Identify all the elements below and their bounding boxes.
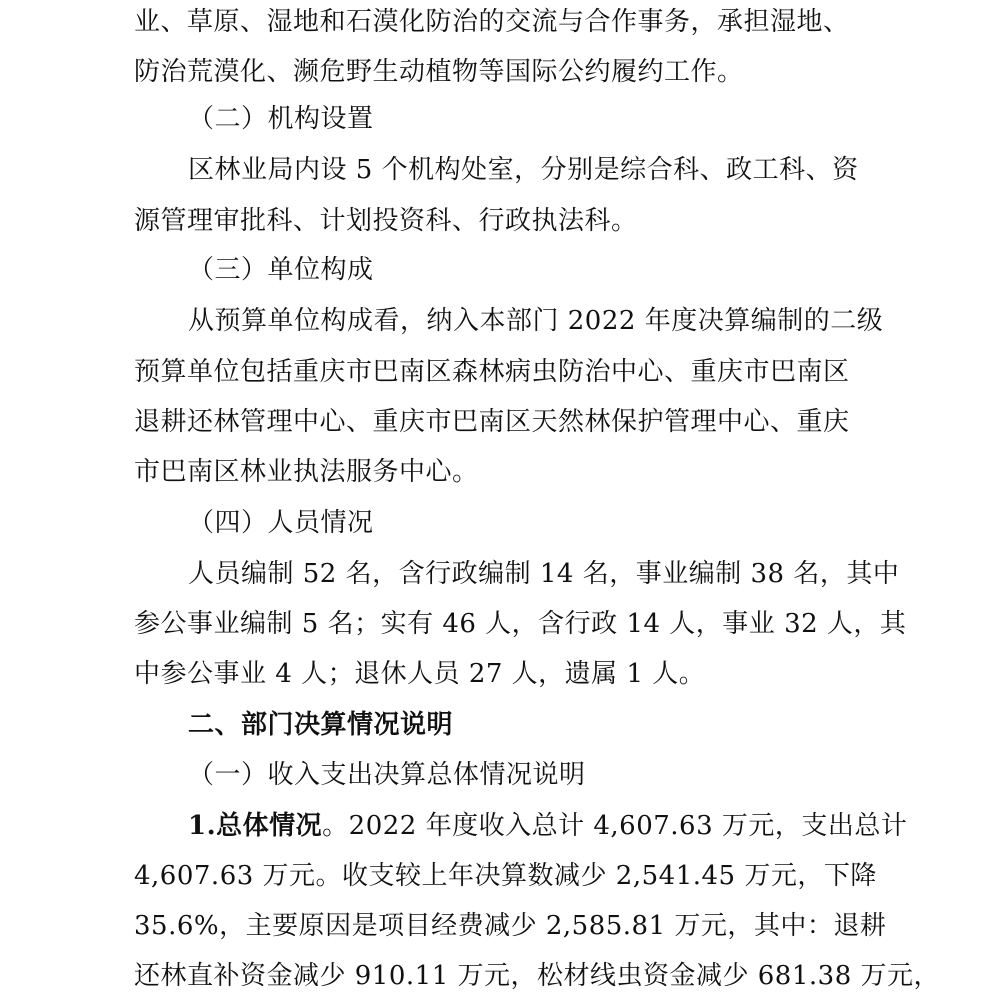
body-text-line: 区林业局内设 5 个机构处室，分别是综合科、政工科、资 [188, 155, 859, 185]
body-text-line: 业、草原、湿地和石漠化防治的交流与合作事务，承担湿地、 [134, 7, 850, 37]
body-text-line: 人员编制 52 名，含行政编制 14 名，事业编制 38 名，其中 [188, 559, 900, 589]
body-text-line: 预算单位包括重庆市巴南区森林病虫防治中心、重庆市巴南区 [134, 357, 850, 387]
body-text-line: 防治荒漠化、濒危野生动植物等国际公约履约工作。 [134, 57, 744, 87]
body-text-line: 从预算单位构成看，纳入本部门 2022 年度决算编制的二级 [188, 306, 884, 336]
body-text-line: 还林直补资金减少 910.11 万元，松材线虫资金减少 681.38 万元， [134, 961, 941, 991]
section-heading: （四）人员情况 [188, 508, 374, 538]
section-heading: （三）单位构成 [188, 255, 374, 285]
body-text-line: 中参公事业 4 人；退休人员 27 人，遗属 1 人。 [134, 659, 706, 689]
body-text-line: 35.6%，主要原因是项目经费减少 2,585.81 万元，其中：退耕 [134, 911, 887, 941]
body-text-inline: 。2022 年度收入总计 4,607.63 万元，支出总计 [322, 811, 908, 841]
body-text-line: 源管理审批科、计划投资科、行政执法科。 [134, 206, 638, 236]
section-heading: （二）机构设置 [188, 104, 374, 134]
section-heading: （一）收入支出决算总体情况说明 [188, 760, 586, 790]
subsection-lead: 1.总体情况 [188, 811, 323, 841]
body-text-line: 市巴南区林业执法服务中心。 [134, 457, 479, 487]
body-text-line: 退耕还林管理中心、重庆市巴南区天然林保护管理中心、重庆 [134, 407, 850, 437]
chapter-heading: 二、部门决算情况说明 [188, 710, 454, 740]
body-text-line: 4,607.63 万元。收支较上年决算数减少 2,541.45 万元，下降 [134, 861, 877, 891]
body-text-line [188, 806, 907, 846]
body-text-line: 参公事业编制 5 名；实有 46 人，含行政 14 人，事业 32 人，其 [134, 609, 907, 639]
